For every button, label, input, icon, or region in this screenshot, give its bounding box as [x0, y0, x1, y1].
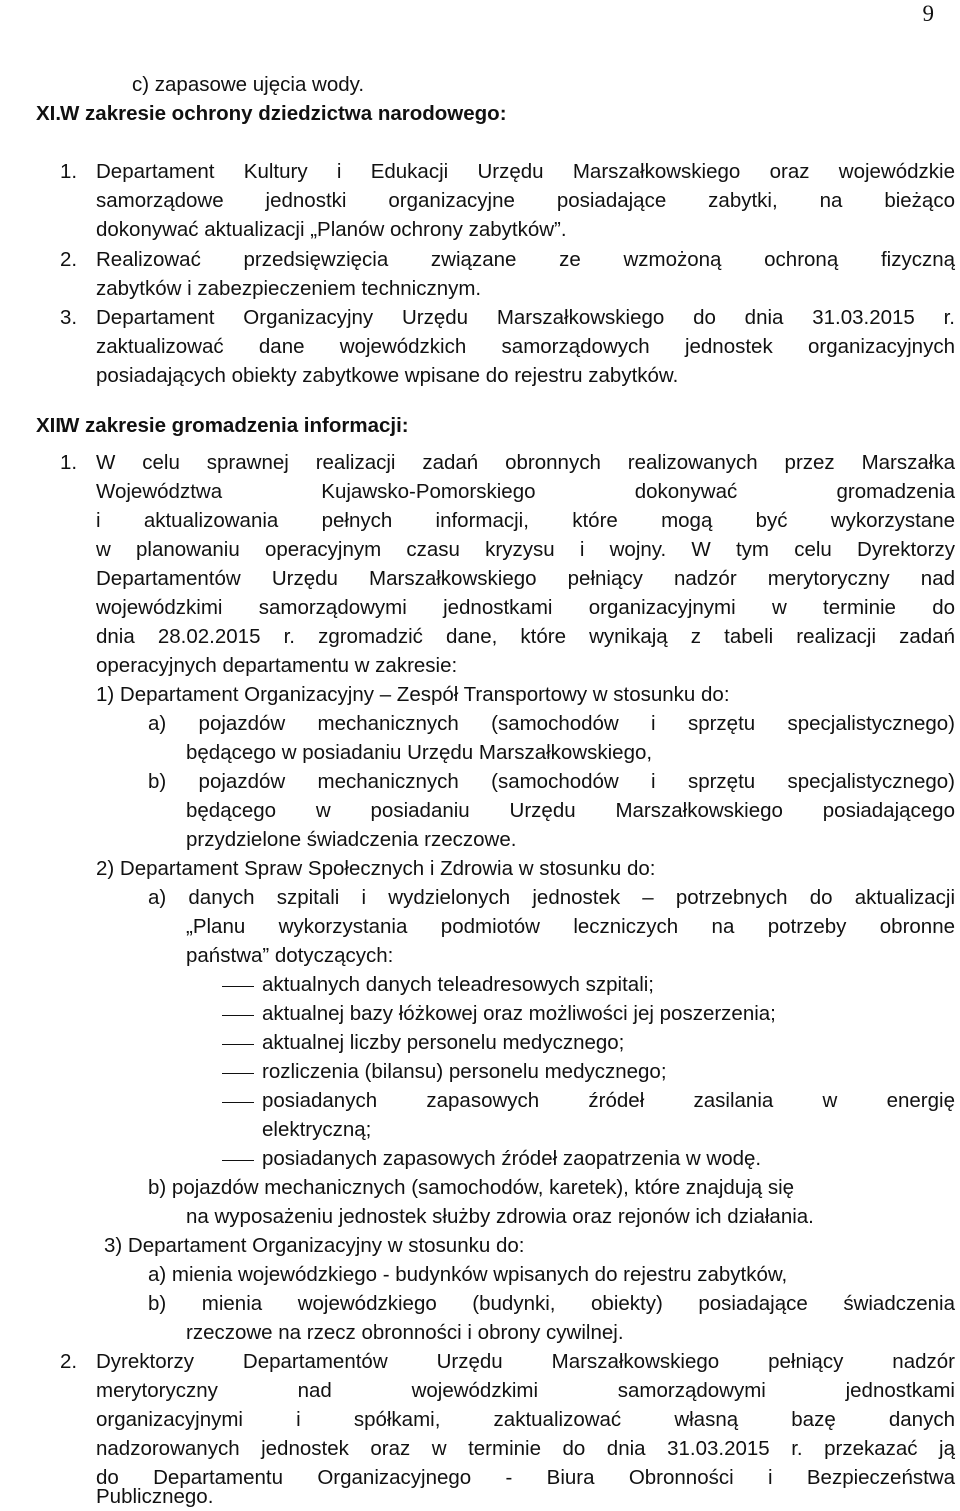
paragraph-line: W celu sprawnej realizacji zadań obronnych realizowanych przez Marszałka — [96, 451, 955, 474]
paragraph-line: Publicznego. — [96, 1485, 214, 1508]
sub-sub-item: b) mienia wojewódzkiego (budynki, obiekty) posiadające świadczenia — [148, 1292, 955, 1315]
dash-bullet — [222, 1102, 254, 1103]
section-number-xii: XII. — [36, 414, 67, 437]
sub-sub-item: będącego w posiadaniu Urzędu Marszałkowskiego posiadającego — [186, 799, 955, 822]
sub-sub-item: a) danych szpitali i wydzielonych jednostek – potrzebnych do aktualizacji — [148, 886, 955, 909]
section-number-xi: XI. — [36, 102, 62, 125]
dash-item: aktualnej bazy łóżkowej oraz możliwości jej poszerzenia; — [262, 1002, 776, 1025]
sub-item: 3) Departament Organizacyjny w stosunku do: — [104, 1234, 525, 1257]
paragraph-line: w planowaniu operacyjnym czasu kryzysu i wojny. W tym celu Dyrektorzy — [96, 538, 955, 561]
paragraph-line: dokonywać aktualizacji „Planów ochrony zabytków”. — [96, 218, 567, 241]
sub-sub-item: na wyposażeniu jednostek służby zdrowia oraz rejonów ich działania. — [186, 1205, 814, 1228]
sub-sub-item: b) pojazdów mechanicznych (samochodów i sprzętu specjalistycznego) — [148, 770, 955, 793]
sub-sub-item: a) pojazdów mechanicznych (samochodów i sprzętu specjalistycznego) — [148, 712, 955, 735]
paragraph-line: operacyjnych departamentu w zakresie: — [96, 654, 458, 677]
item-number: 1. — [60, 160, 78, 183]
sub-item: 1) Departament Organizacyjny – Zespół Transportowy w stosunku do: — [96, 683, 730, 706]
paragraph-line: Departamentów Urzędu Marszałkowskiego pełniący nadzór merytoryczny nad — [96, 567, 955, 590]
list-item-c: c) zapasowe ujęcia wody. — [132, 73, 365, 96]
section-heading-xii: W zakresie gromadzenia informacji: — [60, 414, 409, 437]
paragraph-line: i aktualizowania pełnych informacji, które mogą być wykorzystane — [96, 509, 955, 532]
paragraph-line: zabytków i zabezpieczeniem technicznym. — [96, 277, 482, 300]
dash-bullet — [222, 1015, 254, 1016]
dash-item: elektryczną; — [262, 1118, 372, 1141]
sub-sub-item: a) mienia wojewódzkiego - budynków wpisanych do rejestru zabytków, — [148, 1263, 788, 1286]
paragraph-line: Dyrektorzy Departamentów Urzędu Marszałkowskiego pełniący nadzór — [96, 1350, 955, 1373]
paragraph-line: Województwa Kujawsko-Pomorskiego dokonywać gromadzenia — [96, 480, 955, 503]
paragraph-line: Departament Organizacyjny Urzędu Marszałkowskiego do dnia 31.03.2015 r. — [96, 306, 955, 329]
paragraph-line: do Departamentu Organizacyjnego - Biura Obronności i Bezpieczeństwa — [96, 1466, 955, 1489]
section-heading-xi: W zakresie ochrony dziedzictwa narodowego: — [60, 102, 507, 125]
paragraph-line: merytoryczny nad wojewódzkimi samorządowymi jednostkami — [96, 1379, 955, 1402]
sub-sub-item: przydzielone świadczenia rzeczowe. — [186, 828, 517, 851]
sub-sub-item: państwa” dotyczących: — [186, 944, 394, 967]
dash-bullet — [222, 986, 254, 987]
item-number: 3. — [60, 306, 78, 329]
dash-bullet — [222, 1044, 254, 1045]
page-number: 9 — [922, 1, 934, 26]
paragraph-line: Realizować przedsięwzięcia związane ze wzmożoną ochroną fizyczną — [96, 248, 955, 271]
paragraph-line: Departament Kultury i Edukacji Urzędu Marszałkowskiego oraz wojewódzkie — [96, 160, 955, 183]
dash-item: rozliczenia (bilansu) personelu medycznego; — [262, 1060, 667, 1083]
sub-sub-item: rzeczowe na rzecz obronności i obrony cywilnej. — [186, 1321, 624, 1344]
paragraph-line: nadzorowanych jednostek oraz w terminie do dnia 31.03.2015 r. przekazać ją — [96, 1437, 955, 1460]
dash-bullet — [222, 1160, 254, 1161]
dash-bullet — [222, 1073, 254, 1074]
item-number: 2. — [60, 1350, 78, 1373]
dash-item: aktualnych danych teleadresowych szpitali; — [262, 973, 654, 996]
sub-sub-item: „Planu wykorzystania podmiotów leczniczych na potrzeby obronne — [186, 915, 955, 938]
paragraph-line: wojewódzkimi samorządowymi jednostkami organizacyjnymi w terminie do — [96, 596, 955, 619]
dash-item: aktualnej liczby personelu medycznego; — [262, 1031, 625, 1054]
paragraph-line: samorządowe jednostki organizacyjne posiadające zabytki, na bieżąco — [96, 189, 955, 212]
item-number: 2. — [60, 248, 78, 271]
sub-item: 2) Departament Spraw Społecznych i Zdrowia w stosunku do: — [96, 857, 656, 880]
sub-sub-item: będącego w posiadaniu Urzędu Marszałkowskiego, — [186, 741, 653, 764]
sub-sub-item: b) pojazdów mechanicznych (samochodów, karetek), które znajdują się — [148, 1176, 795, 1199]
item-number: 1. — [60, 451, 78, 474]
paragraph-line: dnia 28.02.2015 r. zgromadzić dane, które wynikają z tabeli realizacji zadań — [96, 625, 955, 648]
dash-item: posiadanych zapasowych źródeł zaopatrzenia w wodę. — [262, 1147, 762, 1170]
paragraph-line: posiadających obiekty zabytkowe wpisane do rejestru zabytków. — [96, 364, 679, 387]
paragraph-line: zaktualizować dane wojewódzkich samorządowych jednostek organizacyjnych — [96, 335, 955, 358]
dash-item: posiadanych zapasowych źródeł zasilania w energię — [262, 1089, 955, 1112]
paragraph-line: organizacyjnymi i spółkami, zaktualizować własną bazę danych — [96, 1408, 955, 1431]
